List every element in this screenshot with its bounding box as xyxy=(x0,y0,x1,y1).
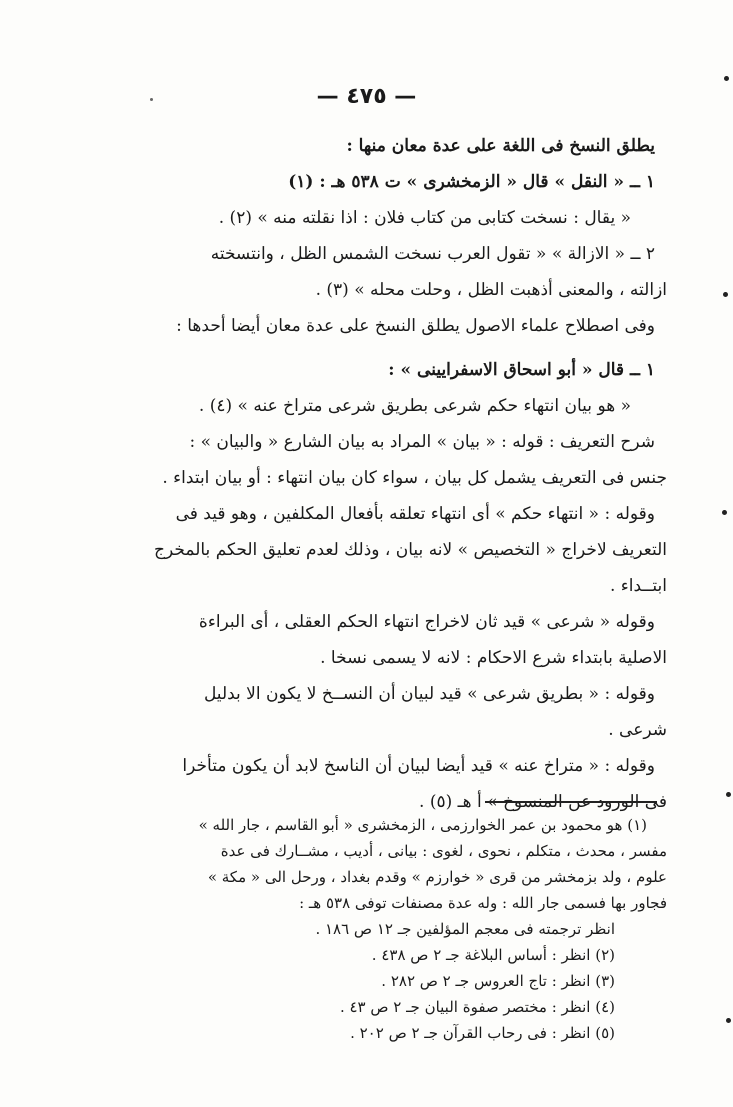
paragraph-line: جنس فى التعريف يشمل كل بيان ، سواء كان بيان انتهاء : أو بيان ابتداء . xyxy=(162,468,667,488)
footnote-line: (٤) انظر : مختصر صفوة البيان جـ ٢ ص ٤٣ . xyxy=(339,998,615,1016)
paragraph-line: يطلق النسخ فى اللغة على عدة معان منها : xyxy=(346,136,655,156)
paragraph-line: وقوله « شرعى » قيد ثان لاخراج انتهاء الحكم العقلى ، أى البراءة xyxy=(198,612,655,632)
paragraph-line: وقوله : « متراخ عنه » قيد أيضا لبيان أن الناسخ لابد أن يكون متأخرا xyxy=(182,756,655,776)
footnote-separator xyxy=(485,801,657,803)
paragraph-line: فى الورود عن المنسوخ » أ هـ (٥) . xyxy=(419,792,667,812)
paragraph-line: ابتــداء . xyxy=(610,576,667,596)
scan-speck xyxy=(722,510,727,515)
paragraph-line: التعريف لاخراج « التخصيص » لانه بيان ، وذلك لعدم تعليق الحكم بالمخرج xyxy=(154,540,667,560)
paragraph-line: « هو بيان انتهاء حكم شرعى بطريق شرعى متراخ عنه » (٤) . xyxy=(198,396,631,416)
paragraph-line: ازالته ، والمعنى أذهبت الظل ، وحلت محله » (٣) . xyxy=(315,280,667,300)
footnotes xyxy=(61,813,667,1047)
paragraph-line: وقوله : « بطريق شرعى » قيد لبيان أن النســخ لا يكون الا بدليل xyxy=(203,684,655,704)
footnote-line: (٣) انظر : تاج العروس جـ ٢ ص ٢٨٢ . xyxy=(381,972,615,990)
paragraph-line: شرعى . xyxy=(608,720,667,740)
paragraph-line: ١ ــ « النقل » قال « الزمخشرى » ت ٥٣٨ هـ : (١) xyxy=(288,172,655,192)
footnote-line: (١) هو محمود بن عمر الخوارزمى ، الزمخشرى « أبو القاسم ، جار الله » xyxy=(198,816,647,834)
scan-speck xyxy=(723,292,728,297)
footnote-line: (٥) انظر : فى رحاب القرآن جـ ٢ ص ٢٠٢ . xyxy=(350,1024,615,1042)
scan-speck xyxy=(726,1018,731,1023)
main-text xyxy=(61,130,667,822)
scan-speck xyxy=(724,76,729,81)
footnote-line: انظر ترجمته فى معجم المؤلفين جـ ١٢ ص ١٨٦ . xyxy=(315,920,615,938)
footnote-line: (٢) انظر : أساس البلاغة جـ ٢ ص ٤٣٨ . xyxy=(371,946,615,964)
footnote-line: فجاور بها فسمى جار الله : وله عدة مصنفات توفى ٥٣٨ هـ : xyxy=(299,894,667,912)
footnote-line: مفسر ، محدث ، متكلم ، نحوى ، لغوى : بيانى ، أديب ، مشــارك فى عدة xyxy=(220,842,667,860)
page-number: — ٤٧٥ — xyxy=(316,84,417,109)
paragraph-line: ٢ ــ « الازالة » « تقول العرب نسخت الشمس الظل ، وانتسخته xyxy=(210,244,655,264)
paragraph-line: « يقال : نسخت كتابى من كتاب فلان : اذا نقلته منه » (٢) . xyxy=(218,208,631,228)
footnote-line: علوم ، ولد بزمخشر من قرى « خوارزم » وقدم بغداد ، ورحل الى « مكة » xyxy=(207,868,667,886)
paragraph-line: الاصلية بابتداء شرع الاحكام : لانه لا يسمى نسخا . xyxy=(320,648,667,668)
scan-speck xyxy=(726,792,731,797)
paragraph-line: ١ ــ قال « أبو اسحاق الاسفرايينى » : xyxy=(388,360,655,380)
paragraph-line: شرح التعريف : قوله : « بيان » المراد به بيان الشارع « والبيان » : xyxy=(189,432,655,452)
scan-speck xyxy=(150,98,153,101)
paragraph-line: وفى اصطلاح علماء الاصول يطلق النسخ على عدة معان أيضا أحدها : xyxy=(176,316,655,336)
paragraph-line: وقوله : « انتهاء حكم » أى انتهاء تعلقه بأفعال المكلفين ، وهو قيد فى xyxy=(175,504,655,524)
